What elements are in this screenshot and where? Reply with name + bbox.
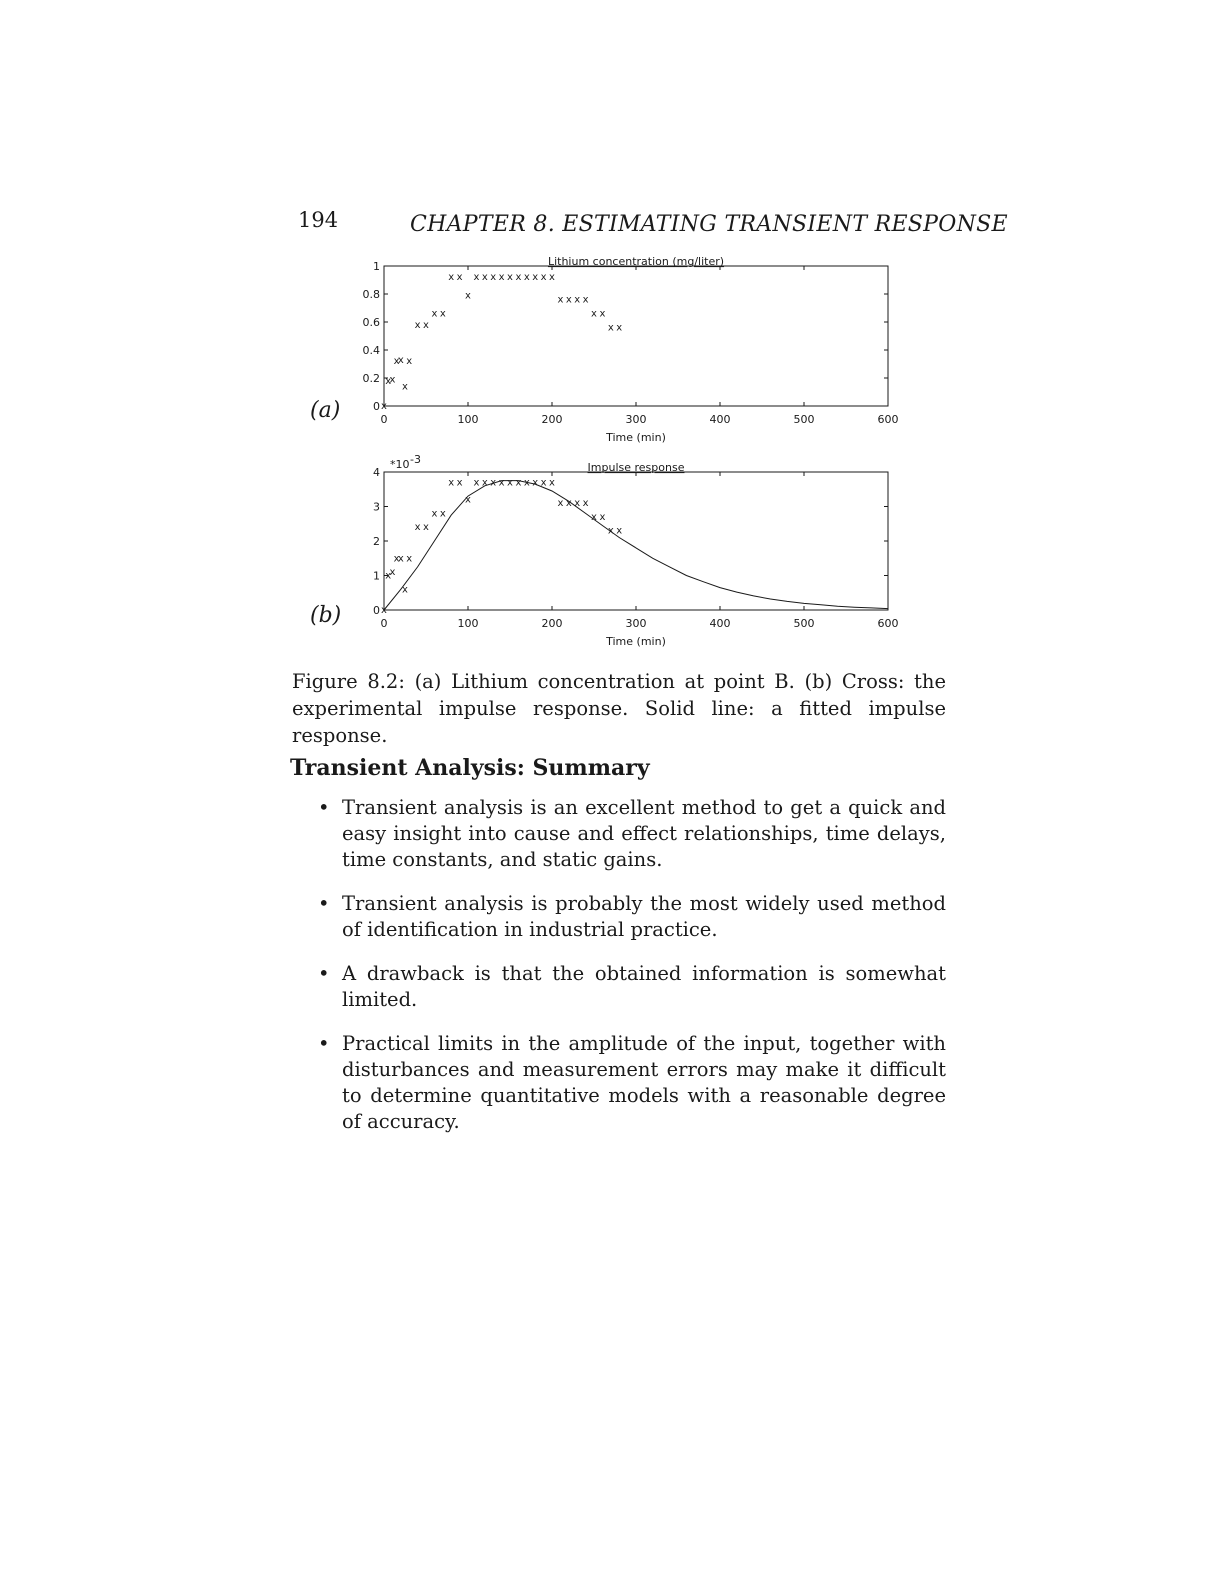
summary-item	[318, 891, 946, 943]
page-number: 194	[298, 208, 339, 232]
data-point-x: x	[515, 477, 522, 489]
y-tick-label: 0.4	[362, 344, 380, 357]
y-tick-label: 0	[373, 604, 380, 617]
data-point-x: x	[591, 511, 597, 523]
summary-heading: Transient Analysis: Summary	[290, 755, 650, 781]
plot-frame	[384, 472, 888, 610]
y-tick-label: 0.2	[362, 372, 380, 385]
y-tick-label: 0.6	[362, 316, 380, 329]
data-point-x: x	[402, 584, 408, 596]
x-tick-label: 0	[380, 617, 388, 630]
data-point-x: x	[498, 477, 505, 489]
data-point-x: x	[389, 374, 396, 386]
data-point-x: x	[456, 477, 463, 489]
data-point-x: x	[439, 308, 446, 320]
data-point-x: x	[448, 477, 455, 489]
data-point-x: x	[414, 522, 421, 534]
data-point-x: x	[574, 498, 581, 510]
data-point-x: x	[423, 319, 429, 331]
data-point-x: x	[393, 553, 400, 565]
data-point-x: x	[507, 272, 513, 284]
data-point-x: x	[557, 498, 564, 510]
summary-item	[318, 795, 946, 873]
x-tick-label: 500	[793, 617, 815, 630]
x-tick-label: 100	[457, 413, 479, 426]
data-point-x: x	[523, 477, 530, 489]
data-point-x: x	[498, 272, 505, 284]
panel-label-b: (b)	[310, 603, 342, 628]
y-scale-exponent: -3	[410, 453, 421, 466]
data-point-x: x	[523, 272, 530, 284]
y-tick-label: 3	[373, 500, 380, 514]
x-tick-label: 400	[709, 617, 731, 630]
x-tick-label: 200	[541, 617, 563, 630]
bullet-icon: •	[318, 1032, 330, 1055]
chart-title: Impulse response	[587, 461, 685, 474]
data-point-x: x	[507, 477, 513, 489]
data-point-x: x	[607, 525, 614, 537]
x-tick-label: 500	[793, 413, 815, 426]
data-point-x: x	[402, 381, 408, 393]
plot-frame	[384, 266, 888, 406]
data-point-x: x	[532, 477, 539, 489]
data-point-x: x	[414, 319, 421, 331]
bullet-icon: •	[318, 796, 330, 819]
summary-list	[318, 795, 946, 1153]
figure-caption: Figure 8.2: (a) Lithium concentration at point B. (b) Cross: the experimental impulse response. Solid line: a fitted impulse response.	[292, 670, 946, 747]
x-tick-label: 0	[380, 413, 388, 426]
data-point-x: x	[393, 356, 400, 368]
data-point-x: x	[481, 477, 488, 489]
data-point-x: x	[599, 511, 606, 523]
data-point-x: x	[397, 354, 404, 366]
summary-item-text: A drawback is that the obtained information is somewhat limited.	[342, 962, 946, 1011]
bullet-icon: •	[318, 892, 330, 915]
figure-8-2	[0, 0, 1224, 660]
data-point-x: x	[439, 508, 446, 520]
summary-item-text: Practical limits in the amplitude of the input, together with disturbances and measurement errors may make it difficult to determine quantitative models with a reasonable degree of accuracy.	[342, 1032, 946, 1133]
x-tick-label: 300	[625, 413, 647, 426]
data-point-x: x	[574, 294, 581, 306]
data-point-x: x	[473, 477, 480, 489]
data-point-x: x	[549, 477, 555, 489]
y-tick-label: 4	[373, 466, 380, 479]
data-point-x: x	[385, 375, 392, 387]
y-tick-label: 1	[373, 569, 380, 583]
summary-item-text: Transient analysis is an excellent method to get a quick and easy insight into cause and effect relationships, time delays, time constants, and static gains.	[342, 796, 946, 871]
x-axis-title: Time (min)	[606, 635, 666, 648]
data-point-x: x	[490, 272, 497, 284]
x-axis-title: Time (min)	[606, 431, 666, 444]
summary-item-text: Transient analysis is probably the most widely used method of identification in industrial practice.	[342, 892, 946, 941]
summary-item	[318, 1031, 946, 1135]
y-tick-label: 1	[373, 260, 380, 273]
data-point-x: x	[448, 272, 455, 284]
data-point-x: x	[456, 272, 463, 284]
data-point-x: x	[540, 477, 547, 489]
data-point-x: x	[423, 522, 429, 534]
data-point-x: x	[389, 567, 396, 579]
running-head: CHAPTER 8. ESTIMATING TRANSIENT RESPONSE	[410, 212, 1008, 237]
data-point-x: x	[582, 498, 589, 510]
data-point-x: x	[490, 477, 497, 489]
y-tick-label: 0.8	[362, 288, 380, 301]
summary-item	[318, 961, 946, 1013]
data-point-x: x	[431, 508, 438, 520]
x-tick-label: 600	[877, 413, 899, 426]
x-tick-label: 200	[541, 413, 563, 426]
data-point-x: x	[381, 401, 387, 412]
data-point-x: x	[565, 498, 572, 510]
data-point-x: x	[515, 272, 522, 284]
data-point-x: x	[406, 553, 413, 565]
x-tick-label: 400	[709, 413, 731, 426]
data-point-x: x	[565, 294, 572, 306]
data-point-x: x	[385, 570, 392, 582]
y-scale-label: *10	[390, 458, 410, 471]
data-point-x: x	[540, 272, 547, 284]
data-point-x: x	[431, 308, 438, 320]
data-point-x: x	[616, 525, 623, 537]
data-point-x: x	[549, 272, 555, 284]
data-point-x: x	[397, 553, 404, 565]
data-point-x: x	[465, 494, 471, 506]
data-point-x: x	[381, 605, 387, 616]
data-point-x: x	[599, 308, 606, 320]
data-point-x: x	[591, 308, 597, 320]
data-point-x: x	[473, 272, 480, 284]
data-point-x: x	[557, 294, 564, 306]
data-point-x: x	[465, 290, 471, 302]
y-tick-label: 0	[373, 400, 380, 413]
data-point-x: x	[481, 272, 488, 284]
panel-label-a: (a)	[310, 398, 341, 423]
x-tick-label: 600	[877, 617, 899, 630]
data-point-x: x	[607, 322, 614, 334]
bullet-icon: •	[318, 962, 330, 985]
y-tick-label: 2	[373, 535, 380, 548]
data-point-x: x	[616, 322, 623, 334]
x-tick-label: 100	[457, 617, 479, 630]
x-tick-label: 300	[625, 617, 647, 630]
chart-title: Lithium concentration (mg/liter)	[547, 255, 725, 268]
data-point-x: x	[406, 356, 413, 368]
data-point-x: x	[582, 294, 589, 306]
fitted-line	[384, 481, 888, 610]
data-point-x: x	[532, 272, 539, 284]
